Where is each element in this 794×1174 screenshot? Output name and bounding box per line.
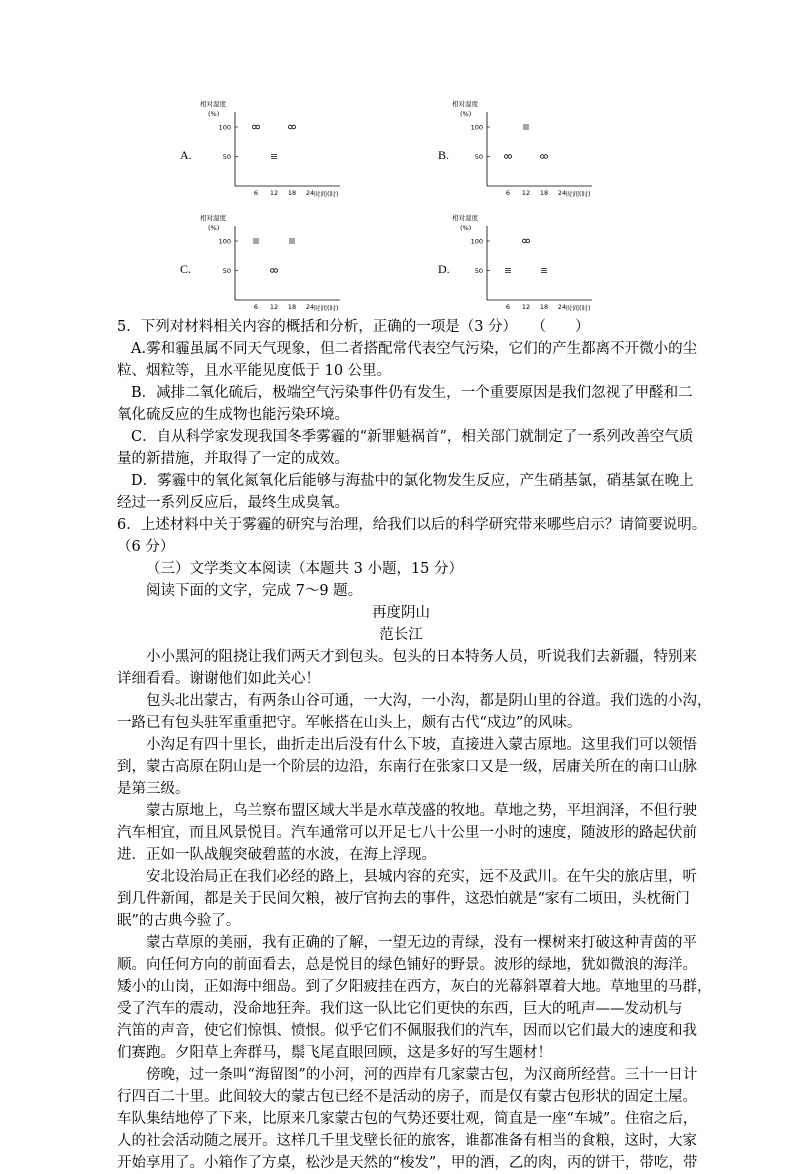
text-line: 汽笛的声音，使它们惊惧、愤恨。似乎它们不佩服我们的汽车，因而以它们最大的速度和我 [117,1023,697,1039]
text-line: 受了汽车的震动，没命地狂奔。我们这一队比它们更快的东西，巨大的吼声——发动机与 [117,1001,683,1017]
humidity-chart-b [450,98,680,208]
text-line: 6．上述材料中关于雾霾的研究与治理，给我们以后的科学研究带来哪些启示？请简要说明。 [117,517,707,533]
text-line: 小沟足有四十里长，曲折走出后没有什么下坡，直接进入蒙古原地。这里我们可以领悟 [146,737,697,753]
text-line: B．减排二氧化硫后，极端空气污染事件仍有发生，一个重要原因是我们忽视了甲醛和二 [131,385,693,401]
x-tick-label: 6 [253,303,259,311]
mist-symbol-point [504,155,511,159]
mist-symbol-point [252,125,259,129]
text-line: 详细看看。谢谢他们如此关心！ [117,671,320,687]
x-axis-label: 时间(时) [566,304,591,312]
y-axis-unit: (%) [208,224,220,232]
text-line: 汽车相宜，而且风景悦目。汽车通常可以开足七八十公里一小时的速度，随波形的路起伏前 [117,825,697,841]
text-line: A.雾和霾虽属不同天气现象，但二者搭配常代表空气污染，它们的产生都离不开微小的尘 [131,341,698,357]
mist-symbol-point [288,125,295,129]
text-line: 矮小的山岗，正如海中细岛。到了夕阳疲挂在西方，灰白的光幕斜罩着大地。草地里的马群， [117,979,712,995]
humidity-chart-a [198,98,428,208]
text-line: 小小黑河的阻挠让我们两天才到包头。包头的日本特务人员，听说我们去新疆，特别来 [146,649,697,665]
fog-symbol-point [541,269,547,273]
symbol-loop [270,269,274,273]
text-line: 5．下列对材料相关内容的概括和分析，正确的一项是（3 分） （ ） [117,319,590,335]
text-line: 们赛跑。夕阳草上奔群马，鬃飞尾直眼回顾，这是多好的写生题材！ [117,1045,552,1061]
y-axis-unit: (%) [208,110,220,118]
text-line: 量的新措施，并取得了一定的成效。 [117,451,349,467]
x-tick-label: 12 [269,189,279,197]
symbol-loop [504,155,508,159]
text-line: D．雾霾中的氧化氮氧化后能够与海盐中的氯化物发生反应，产生硝基氯，硝基氯在晚上 [131,473,694,489]
text-line: 阅读下面的文字，完成 7～9 题。 [146,583,363,599]
y-tick-label: 100 [470,237,483,246]
y-tick-label: 50 [474,152,483,161]
text-line: （6 分） [117,539,175,555]
x-tick-label: 24 [305,303,315,311]
x-axis-label: 时间(时) [566,190,591,198]
x-tick-label: 18 [287,303,297,311]
text-line: 蒙古草原的美丽，我有正确的了解，一望无边的青绿，没有一棵树来打破这种青茵的平 [146,935,697,951]
symbol-loop [288,125,292,129]
x-axis-label: 时间(时) [314,304,339,312]
y-tick-label: 100 [218,123,231,132]
text-line: 安北设治局正在我们必经的路上，县城内容的充实，远不及武川。在午尖的旅店里，听 [146,869,697,885]
x-tick-label: 24 [557,189,567,197]
y-tick-label: 50 [222,266,231,275]
text-line: 到，蒙古高原在阴山是一个阶层的边沿，东南行在张家口又是一级，居庸关所在的南口山脉 [117,759,697,775]
symbol-loop [544,155,548,159]
passage-text [117,316,712,1174]
symbol-loop [292,125,296,129]
fog-symbol-point [505,269,511,273]
symbol-loop [540,155,544,159]
x-axis-label: 时间(时) [314,190,339,198]
text-line: 氧化硫反应的生成物也能污染环境。 [117,407,349,423]
mist-symbol-point [522,239,529,243]
x-tick-label: 6 [505,189,511,197]
y-tick-label: 50 [474,266,483,275]
text-line: （三）文学类文本阅读（本题共 3 小题，15 分） [146,561,464,577]
symbol-loop [252,125,256,129]
text-line: 蒙古原地上，乌兰察布盟区域大半是水草茂盛的牧地。草地之势，平坦润泽，不但行驶 [146,803,697,819]
y-tick-label: 100 [470,123,483,132]
x-tick-label: 18 [539,303,549,311]
symbol-loop [522,239,526,243]
text-line: 一路已有包头驻军重重把守。军帐搭在山头上，颇有古代“戍边”的风味。 [117,715,582,731]
symbol-loop [526,239,530,243]
text-line: 范长江 [379,627,423,643]
option-label-c: C. [180,262,192,276]
option-label-a: A. [180,148,192,162]
y-axis-label: 相对湿度 [452,100,478,108]
y-axis-label: 相对湿度 [200,100,226,108]
text-line: 到几件新闻，都是关于民间欠粮，被厅官拘去的事件，这恐怕就是“家有二顷田，头枕衙门 [117,891,690,907]
text-line: 是第三级。 [117,781,190,797]
chart-svg-b [450,98,680,208]
x-tick-label: 12 [521,303,531,311]
y-tick-label: 100 [218,237,231,246]
text-line: 眠”的古典今验了。 [117,913,241,929]
x-tick-label: 12 [269,303,279,311]
text-line: 傍晚，过一条叫“海留图”的小河，河的西岸有几家蒙古包，为汉商所经营。三十一日计 [146,1067,698,1083]
text-line: 车队集结地停了下来，比原来几家蒙古包的气势还要壮观，简直是一座“车城”。住宿之后， [117,1111,698,1127]
symbol-loop [274,269,278,273]
y-axis-unit: (%) [460,110,472,118]
text-line: 粒、烟粒等，且水平能见度低于 10 公里。 [117,363,392,379]
chart-svg-d [450,212,680,322]
text-line: 顺。向任何方向的前面看去，总是悦目的绿色铺好的野景。波形的绿地，犹如微浪的海洋。 [117,957,697,973]
text-line: 包头北出蒙古，有两条山谷可通，一大沟，一小沟，都是阴山里的谷道。我们选的小沟， [146,693,712,709]
humidity-chart-d [450,212,680,322]
x-tick-label: 6 [505,303,511,311]
fog-symbol-point [523,125,529,129]
x-tick-label: 24 [305,189,315,197]
y-axis-label: 相对湿度 [200,214,226,222]
humidity-chart-c [198,212,428,322]
text-line: 人的社会活动随之展开。这样几千里戈壁长征的旅客，谁都准备有相当的食粮，这时，大家 [117,1133,697,1149]
y-axis-unit: (%) [460,224,472,232]
text-line: 经过一系列反应后，最终生成臭氧。 [117,495,349,511]
x-tick-label: 18 [539,189,549,197]
text-line: 进．正如一队战舰突破碧蓝的水波，在海上浮现。 [117,847,436,863]
fog-symbol-point [253,239,259,243]
x-tick-label: 6 [253,189,259,197]
text-line: 行四百二十里。此间较大的蒙古包已经不是活动的房子，而是仅有蒙古包形状的固定土屋。 [117,1089,697,1105]
option-label-b: B. [438,148,450,162]
fog-symbol-point [289,239,295,243]
text-line: 开始享用了。小箱作了方桌，松沙是天然的“梭发”，甲的酒，乙的肉，丙的饼干，带吃，带 [117,1155,698,1171]
chart-svg-c [198,212,428,322]
x-tick-label: 24 [557,303,567,311]
fog-symbol-point [271,155,277,159]
x-tick-label: 12 [521,189,531,197]
symbol-loop [508,155,512,159]
y-axis-label: 相对湿度 [452,214,478,222]
chart-svg-a [198,98,428,208]
x-tick-label: 18 [287,189,297,197]
symbol-loop [256,125,260,129]
mist-symbol-point [270,269,277,273]
option-label-d: D. [438,262,450,276]
text-line: 再度阴山 [372,605,430,621]
y-tick-label: 50 [222,152,231,161]
mist-symbol-point [540,155,547,159]
text-line: C．自从科学家发现我国冬季雾霾的“新罪魁祸首”，相关部门就制定了一系列改善空气质 [131,429,694,445]
